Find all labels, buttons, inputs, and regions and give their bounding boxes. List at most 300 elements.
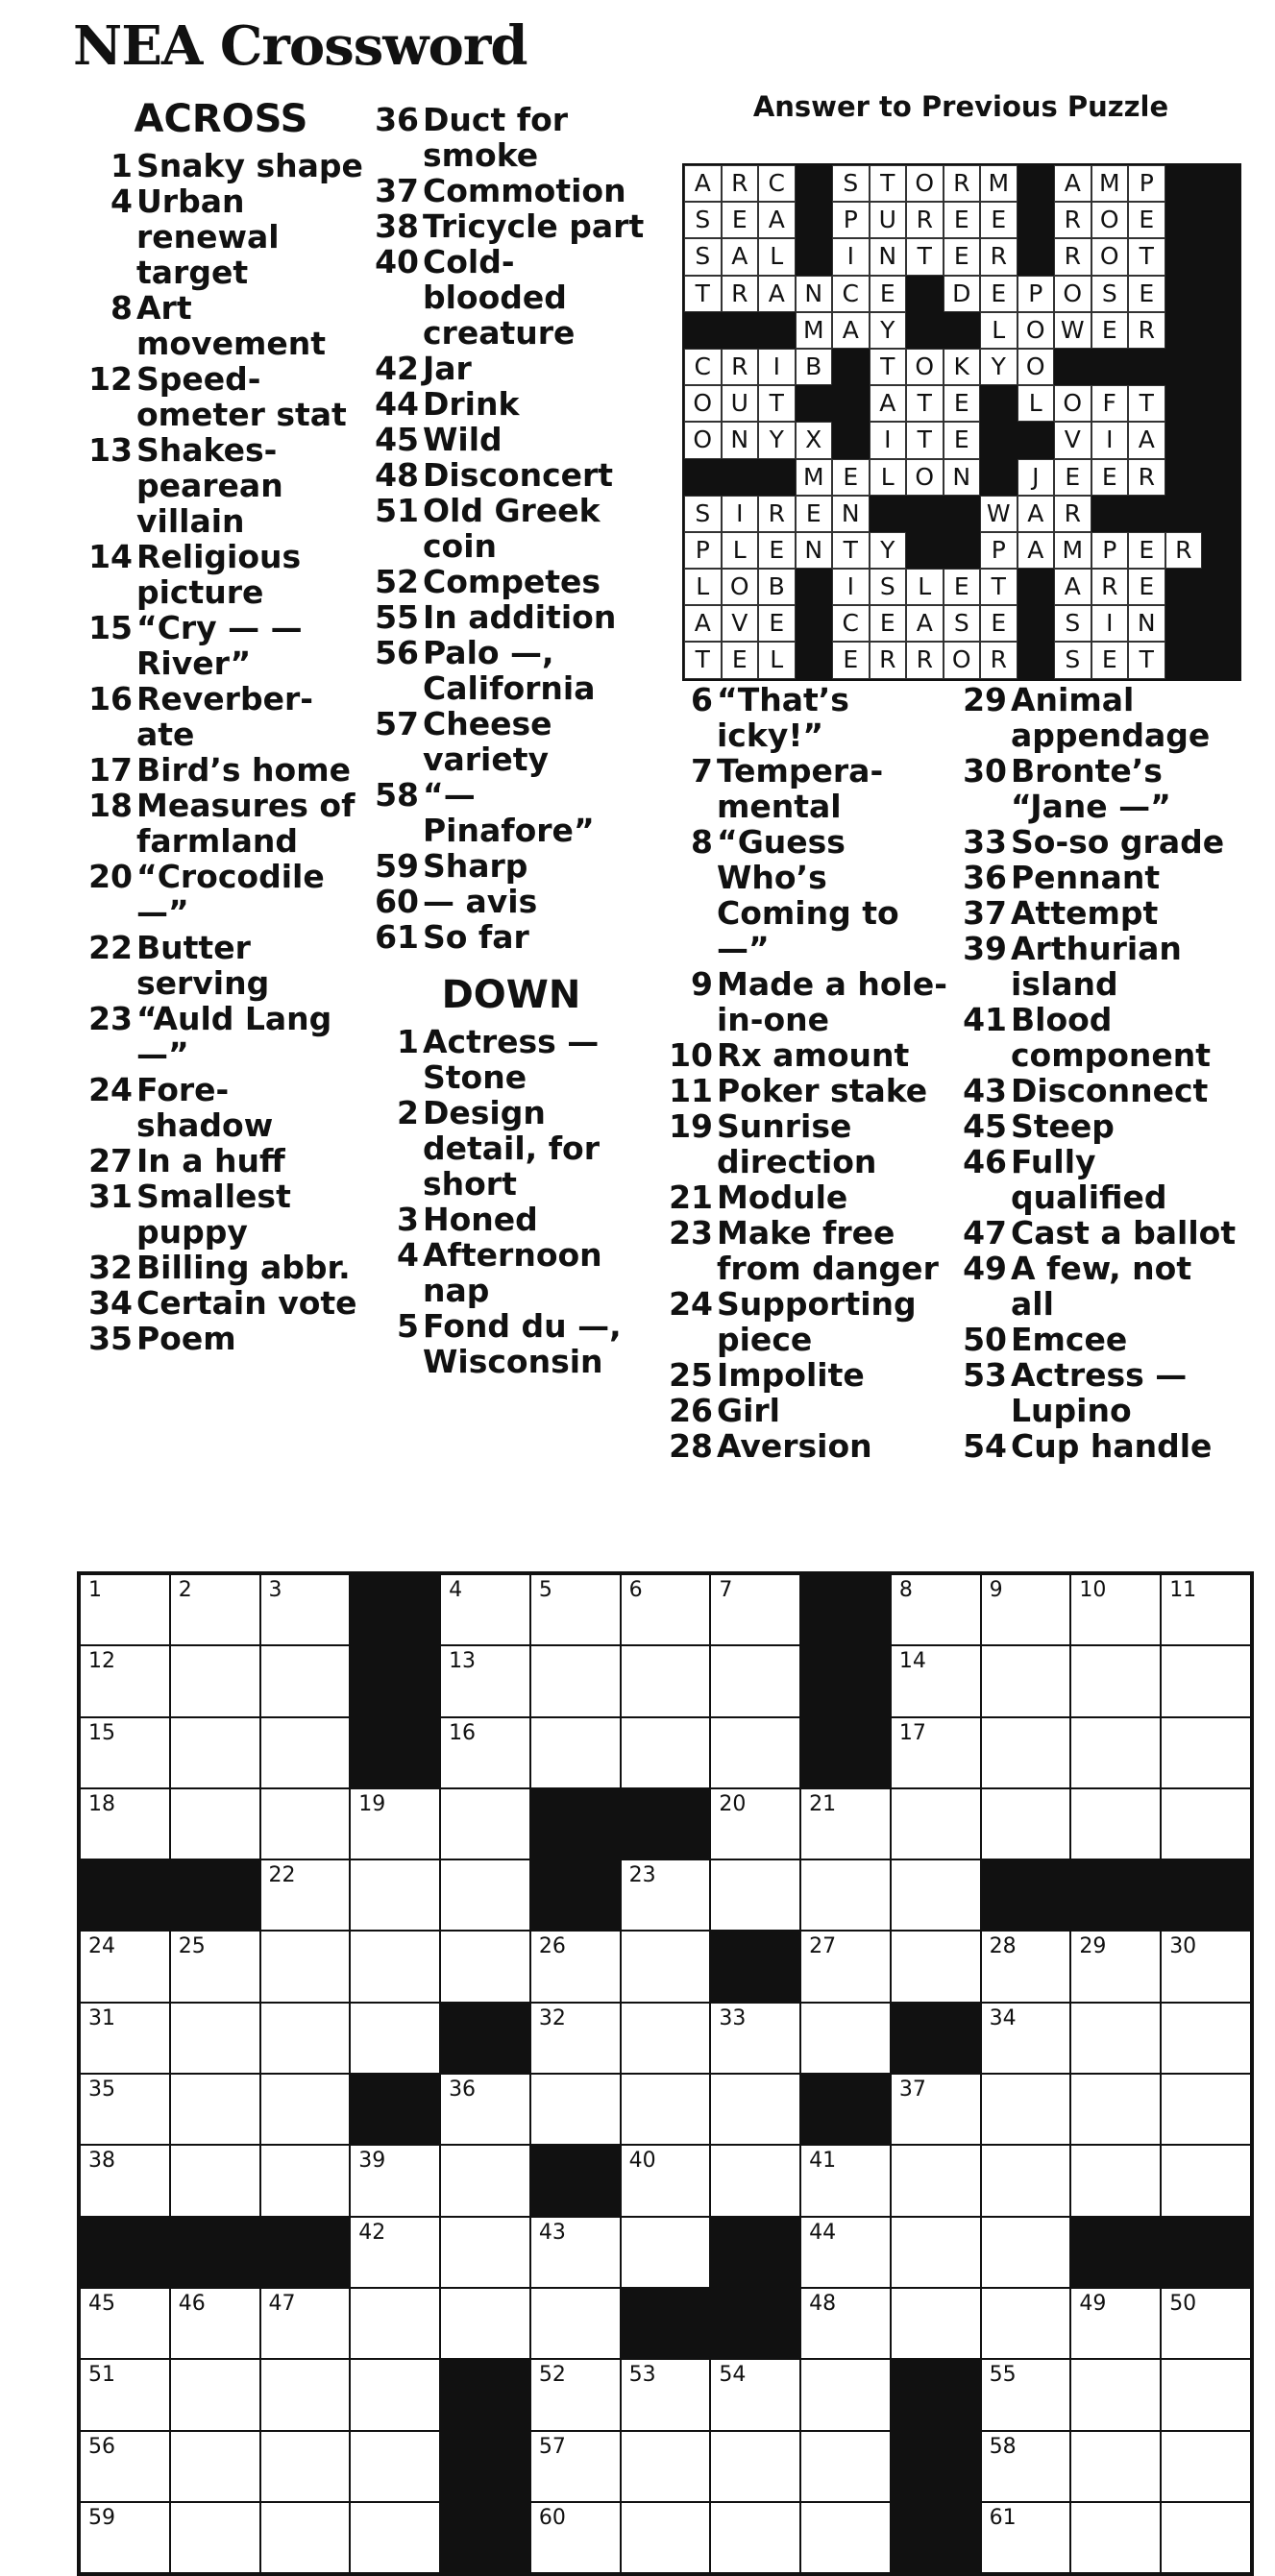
grid-entry-cell[interactable] [621, 2145, 711, 2216]
grid-entry-cell[interactable] [710, 2074, 800, 2145]
answer-letter-cell: A [1128, 422, 1165, 458]
clue-number: 38 [375, 207, 419, 245]
answer-block-cell [796, 642, 833, 678]
grid-entry-cell[interactable] [170, 2003, 260, 2074]
grid-entry-cell[interactable] [891, 2074, 981, 2145]
clue-item [367, 102, 655, 173]
grid-entry-cell[interactable] [891, 1931, 981, 2002]
grid-entry-cell[interactable] [1161, 1717, 1251, 1788]
cell-number: 49 [1079, 2291, 1107, 2316]
answer-letter-cell: T [906, 238, 944, 275]
answer-block-cell [796, 569, 833, 605]
grid-block-cell [710, 2288, 800, 2359]
grid-entry-cell[interactable] [350, 2003, 440, 2074]
grid-entry-cell[interactable] [891, 2217, 981, 2288]
clue-item [367, 457, 655, 493]
grid-entry-cell[interactable] [80, 1574, 170, 1645]
answer-letter-cell: E [758, 532, 796, 569]
grid-entry-cell[interactable] [1161, 2145, 1251, 2216]
clue-number: 19 [669, 1107, 713, 1145]
grid-entry-cell[interactable] [621, 1931, 711, 2002]
answer-letter-cell: A [906, 605, 944, 642]
grid-entry-cell[interactable] [1161, 2359, 1251, 2430]
grid-entry-cell[interactable] [260, 1574, 351, 1645]
grid-entry-cell[interactable] [440, 1788, 530, 1859]
grid-entry-cell[interactable] [260, 1788, 351, 1859]
answer-block-cell [980, 385, 1018, 422]
clue-text: Tricycle part [423, 207, 645, 245]
answer-block-cell [722, 459, 759, 496]
answer-block-cell [1165, 605, 1203, 642]
answer-letter-cell: R [944, 165, 981, 202]
grid-entry-cell[interactable] [981, 2359, 1071, 2430]
across-clue-list-2 [367, 102, 655, 955]
grid-entry-cell[interactable] [350, 1931, 440, 2002]
answer-letter-cell: T [870, 165, 907, 202]
answer-letter-cell: A [1018, 532, 1055, 569]
grid-entry-cell[interactable] [621, 2217, 711, 2288]
grid-entry-cell[interactable] [891, 2145, 981, 2216]
grid-entry-cell[interactable] [530, 1574, 621, 1645]
cell-number: 20 [719, 1791, 747, 1816]
grid-entry-cell[interactable] [260, 1931, 351, 2002]
answer-letter-cell: E [1128, 276, 1165, 312]
clue-item [77, 432, 365, 539]
clue-item [77, 183, 365, 290]
answer-letter-cell: U [870, 202, 907, 238]
clue-item [955, 753, 1243, 824]
grid-entry-cell[interactable] [621, 2359, 711, 2430]
clue-text: Sharp [423, 847, 528, 885]
answer-letter-cell: P [832, 202, 870, 238]
answer-block-cell [722, 312, 759, 349]
grid-entry-cell[interactable] [80, 1931, 170, 2002]
clue-number: 44 [375, 385, 419, 423]
answer-letter-cell: J [1018, 459, 1055, 496]
grid-entry-cell[interactable] [260, 2074, 351, 2145]
grid-entry-cell[interactable] [710, 1788, 800, 1859]
grid-entry-cell[interactable] [1070, 1574, 1161, 1645]
answer-letter-cell: T [1128, 385, 1165, 422]
grid-entry-cell[interactable] [981, 2502, 1071, 2573]
grid-entry-cell[interactable] [260, 1717, 351, 1788]
grid-entry-cell[interactable] [350, 2217, 440, 2288]
cell-number: 18 [88, 1791, 115, 1816]
clue-text: “That’s icky!” [717, 681, 849, 754]
clue-number: 32 [88, 1249, 133, 1286]
clue-number: 36 [963, 859, 1007, 896]
clue-item [955, 1073, 1243, 1108]
grid-entry-cell[interactable] [891, 1717, 981, 1788]
answer-block-cell [1202, 569, 1239, 605]
grid-entry-cell[interactable] [710, 2502, 800, 2573]
clue-number: 4 [397, 1236, 419, 1274]
clue-number: 24 [669, 1285, 713, 1323]
clue-item [77, 1001, 365, 1072]
grid-entry-cell[interactable] [800, 1859, 891, 1931]
clue-item [955, 1144, 1243, 1215]
answer-letter-cell: R [870, 642, 907, 678]
grid-entry-cell[interactable] [800, 2359, 891, 2430]
grid-entry-cell[interactable] [981, 2074, 1071, 2145]
clue-item [955, 1108, 1243, 1144]
clue-text: Module [717, 1179, 848, 1216]
grid-entry-cell[interactable] [530, 2003, 621, 2074]
grid-entry-cell[interactable] [981, 1574, 1071, 1645]
clue-text: Palo —, California [423, 634, 596, 707]
grid-entry-cell[interactable] [260, 2431, 351, 2502]
answer-block-cell [1202, 238, 1239, 275]
grid-entry-cell[interactable] [170, 2074, 260, 2145]
answer-letter-cell: N [870, 238, 907, 275]
answer-block-cell [944, 312, 981, 349]
clue-item [665, 1037, 953, 1073]
clue-number: 34 [88, 1284, 133, 1322]
grid-entry-cell[interactable] [800, 2217, 891, 2288]
grid-entry-cell[interactable] [1161, 1931, 1251, 2002]
answer-letter-cell: A [722, 238, 759, 275]
grid-entry-cell[interactable] [1070, 2145, 1161, 2216]
answer-letter-cell: R [1091, 569, 1129, 605]
answer-letter-cell: P [1018, 276, 1055, 312]
grid-entry-cell[interactable] [1070, 2431, 1161, 2502]
clue-item [77, 1072, 365, 1143]
cell-number: 33 [719, 2005, 747, 2030]
grid-entry-cell[interactable] [710, 2359, 800, 2430]
grid-entry-cell[interactable] [1070, 1931, 1161, 2002]
answer-block-cell [1054, 349, 1091, 385]
answer-letter-cell: X [796, 422, 833, 458]
cell-number: 24 [88, 1934, 115, 1959]
grid-entry-cell[interactable] [530, 1931, 621, 2002]
grid-entry-cell[interactable] [1070, 1717, 1161, 1788]
answer-block-cell [1018, 422, 1055, 458]
answer-letter-cell: S [684, 202, 722, 238]
clue-item [77, 930, 365, 1001]
grid-entry-cell[interactable] [530, 1717, 621, 1788]
grid-entry-cell[interactable] [891, 1574, 981, 1645]
answer-letter-cell: A [684, 165, 722, 202]
answer-letter-cell: P [1128, 165, 1165, 202]
grid-entry-cell[interactable] [1070, 2074, 1161, 2145]
grid-entry-cell[interactable] [981, 2003, 1071, 2074]
grid-entry-cell[interactable] [440, 1931, 530, 2002]
grid-entry-cell[interactable] [981, 2217, 1071, 2288]
clue-item [955, 895, 1243, 931]
grid-entry-cell[interactable] [170, 1574, 260, 1645]
grid-entry-cell[interactable] [800, 2003, 891, 2074]
clue-item [665, 682, 953, 753]
answer-block-cell [1202, 165, 1239, 202]
answer-letter-cell: C [758, 165, 796, 202]
grid-entry-cell[interactable] [170, 1717, 260, 1788]
grid-entry-cell[interactable] [710, 1717, 800, 1788]
clue-text: Smallest puppy [136, 1178, 291, 1251]
grid-entry-cell[interactable] [530, 2217, 621, 2288]
grid-entry-cell[interactable] [1070, 2288, 1161, 2359]
grid-entry-cell[interactable] [80, 1717, 170, 1788]
answer-letter-cell: E [944, 385, 981, 422]
grid-entry-cell[interactable] [260, 1859, 351, 1931]
answer-letter-cell: R [1128, 312, 1165, 349]
grid-entry-cell[interactable] [1161, 2003, 1251, 2074]
answer-block-cell [1202, 532, 1239, 569]
grid-entry-cell[interactable] [80, 2145, 170, 2216]
grid-entry-cell[interactable] [891, 1859, 981, 1931]
clue-number: 7 [691, 752, 713, 790]
grid-entry-cell[interactable] [981, 1717, 1071, 1788]
grid-entry-cell[interactable] [80, 2003, 170, 2074]
grid-entry-cell[interactable] [80, 1788, 170, 1859]
grid-entry-cell[interactable] [981, 1645, 1071, 1716]
grid-entry-cell[interactable] [260, 2359, 351, 2430]
clue-item [77, 681, 365, 752]
clue-number: 1 [110, 147, 133, 184]
grid-entry-cell[interactable] [1161, 1788, 1251, 1859]
grid-entry-cell[interactable] [530, 2074, 621, 2145]
grid-entry-cell[interactable] [350, 2431, 440, 2502]
answer-letter-cell: L [870, 459, 907, 496]
grid-entry-cell[interactable] [621, 2431, 711, 2502]
grid-entry-cell[interactable] [800, 2145, 891, 2216]
cell-number: 50 [1169, 2291, 1197, 2316]
clue-text: Commotion [423, 172, 626, 209]
clue-item [367, 706, 655, 777]
clue-text: Poem [136, 1320, 236, 1357]
grid-entry-cell[interactable] [621, 2003, 711, 2074]
grid-entry-cell[interactable] [350, 2359, 440, 2430]
grid-entry-cell[interactable] [621, 1717, 711, 1788]
cell-number: 43 [538, 2220, 566, 2245]
grid-entry-cell[interactable] [170, 2502, 260, 2573]
clue-text: Jar [423, 350, 472, 387]
grid-entry-cell[interactable] [800, 2288, 891, 2359]
grid-entry-cell[interactable] [710, 1645, 800, 1716]
cell-number: 26 [538, 1934, 566, 1959]
grid-entry-cell[interactable] [981, 2145, 1071, 2216]
grid-entry-cell[interactable] [800, 1931, 891, 2002]
grid-entry-cell[interactable] [260, 2288, 351, 2359]
clue-item [665, 824, 953, 966]
cell-number: 14 [898, 1649, 926, 1674]
grid-entry-cell[interactable] [621, 1574, 711, 1645]
grid-block-cell [891, 2431, 981, 2502]
clue-item [367, 173, 655, 208]
grid-entry-cell[interactable] [891, 1645, 981, 1716]
grid-entry-cell[interactable] [170, 1931, 260, 2002]
clue-number: 11 [669, 1072, 713, 1109]
grid-entry-cell[interactable] [1161, 1645, 1251, 1716]
grid-entry-cell[interactable] [530, 1645, 621, 1716]
grid-entry-cell[interactable] [621, 2502, 711, 2573]
grid-entry-cell[interactable] [260, 1645, 351, 1716]
clue-item [77, 1179, 365, 1250]
grid-entry-cell[interactable] [1161, 1574, 1251, 1645]
grid-entry-cell[interactable] [80, 2288, 170, 2359]
cell-number: 37 [898, 2078, 926, 2102]
clue-number: 50 [963, 1321, 1007, 1358]
cell-number: 31 [88, 2005, 115, 2030]
grid-block-cell [440, 2003, 530, 2074]
answer-letter-cell: O [906, 349, 944, 385]
grid-entry-cell[interactable] [710, 2145, 800, 2216]
grid-entry-cell[interactable] [530, 2359, 621, 2430]
grid-entry-cell[interactable] [710, 2431, 800, 2502]
grid-entry-cell[interactable] [350, 1788, 440, 1859]
answer-letter-cell: O [1018, 349, 1055, 385]
clue-number: 39 [963, 930, 1007, 967]
clue-number: 49 [963, 1250, 1007, 1287]
answer-letter-cell: R [906, 202, 944, 238]
clue-number: 20 [88, 858, 133, 895]
grid-entry-cell[interactable] [260, 2003, 351, 2074]
answer-letter-cell: D [944, 276, 981, 312]
grid-block-cell [80, 2217, 170, 2288]
grid-entry-cell[interactable] [1070, 1788, 1161, 1859]
grid-entry-cell[interactable] [440, 1574, 530, 1645]
grid-entry-cell[interactable] [440, 1717, 530, 1788]
grid-entry-cell[interactable] [440, 1859, 530, 1931]
grid-entry-cell[interactable] [440, 2145, 530, 2216]
grid-entry-cell[interactable] [891, 2288, 981, 2359]
clue-text: Butter serving [136, 929, 270, 1002]
clue-number: 29 [963, 681, 1007, 718]
grid-entry-cell[interactable] [621, 1645, 711, 1716]
grid-entry-cell[interactable] [80, 2074, 170, 2145]
answer-letter-cell: S [870, 569, 907, 605]
answer-letter-cell: E [944, 422, 981, 458]
grid-entry-cell[interactable] [170, 2431, 260, 2502]
grid-entry-cell[interactable] [80, 2502, 170, 2573]
grid-entry-cell[interactable] [981, 1931, 1071, 2002]
clue-text: Attempt [1011, 894, 1159, 932]
grid-entry-cell[interactable] [1070, 2003, 1161, 2074]
cell-number: 59 [88, 2505, 115, 2530]
grid-entry-cell[interactable] [440, 2288, 530, 2359]
clue-text: Impolite [717, 1356, 865, 1394]
clue-item [955, 1357, 1243, 1428]
grid-entry-cell[interactable] [981, 2288, 1071, 2359]
grid-entry-cell[interactable] [891, 1788, 981, 1859]
clue-item [367, 919, 655, 955]
clue-item [367, 422, 655, 457]
clue-item [367, 1202, 655, 1237]
grid-entry-cell[interactable] [350, 2145, 440, 2216]
answer-letter-cell: Y [758, 422, 796, 458]
clue-number: 45 [375, 421, 419, 458]
grid-entry-cell[interactable] [800, 1788, 891, 1859]
answer-letter-cell: E [944, 238, 981, 275]
answer-letter-cell: E [832, 642, 870, 678]
grid-entry-cell[interactable] [170, 1645, 260, 1716]
grid-entry-cell[interactable] [170, 2359, 260, 2430]
grid-block-cell [891, 2003, 981, 2074]
grid-entry-cell[interactable] [1070, 2502, 1161, 2573]
grid-entry-cell[interactable] [170, 1788, 260, 1859]
grid-block-cell [350, 1717, 440, 1788]
grid-entry-cell[interactable] [260, 2145, 351, 2216]
grid-entry-cell[interactable] [800, 2431, 891, 2502]
cell-number: 28 [989, 1934, 1017, 1959]
answer-block-cell [796, 202, 833, 238]
grid-entry-cell[interactable] [440, 1645, 530, 1716]
clue-item [367, 1308, 655, 1379]
grid-entry-cell[interactable] [1161, 2288, 1251, 2359]
clue-text: Poker stake [717, 1072, 928, 1109]
grid-entry-cell[interactable] [170, 2288, 260, 2359]
grid-entry-cell[interactable] [530, 2288, 621, 2359]
grid-entry-cell[interactable] [981, 2431, 1071, 2502]
grid-entry-cell[interactable] [1070, 1645, 1161, 1716]
grid-entry-cell[interactable] [1070, 2359, 1161, 2430]
answer-letter-cell: O [1018, 312, 1055, 349]
grid-entry-cell[interactable] [710, 1574, 800, 1645]
answer-block-cell [1202, 642, 1239, 678]
cell-number: 30 [1169, 1934, 1197, 1959]
answer-letter-cell: K [944, 349, 981, 385]
answer-letter-cell: F [1091, 385, 1129, 422]
answer-block-cell [1018, 165, 1055, 202]
grid-entry-cell[interactable] [260, 2502, 351, 2573]
clue-text: Disconnect [1011, 1072, 1209, 1109]
clue-text: Shakes-pearean villain [136, 431, 283, 540]
answer-block-cell [1202, 312, 1239, 349]
clue-text: Cup handle [1011, 1427, 1213, 1465]
answer-letter-cell: E [1128, 202, 1165, 238]
grid-entry-cell[interactable] [350, 2502, 440, 2573]
clue-number: 40 [375, 243, 419, 280]
grid-entry-cell[interactable] [440, 2217, 530, 2288]
grid-entry-cell[interactable] [710, 2003, 800, 2074]
grid-entry-cell[interactable] [621, 1859, 711, 1931]
cell-number: 51 [88, 2363, 115, 2388]
grid-entry-cell[interactable] [1161, 2431, 1251, 2502]
answer-block-cell [1165, 276, 1203, 312]
grid-entry-cell[interactable] [350, 2288, 440, 2359]
clue-number: 53 [963, 1356, 1007, 1394]
grid-entry-cell[interactable] [530, 2431, 621, 2502]
clue-item [665, 1428, 953, 1464]
answer-block-cell [832, 422, 870, 458]
answer-letter-cell: A [1054, 569, 1091, 605]
grid-entry-cell[interactable] [981, 1788, 1071, 1859]
answer-letter-cell: E [1091, 642, 1129, 678]
grid-entry-cell[interactable] [710, 1859, 800, 1931]
grid-entry-cell[interactable] [530, 2502, 621, 2573]
grid-entry-cell[interactable] [621, 2074, 711, 2145]
clue-number: 23 [669, 1214, 713, 1252]
clue-number: 48 [375, 456, 419, 494]
answer-letter-cell: L [758, 238, 796, 275]
grid-entry-cell[interactable] [170, 2145, 260, 2216]
grid-entry-cell[interactable] [80, 2431, 170, 2502]
clue-number: 6 [691, 681, 713, 718]
grid-entry-cell[interactable] [440, 2074, 530, 2145]
grid-entry-cell[interactable] [350, 1859, 440, 1931]
answer-block-cell [906, 496, 944, 532]
answer-letter-cell: A [1018, 496, 1055, 532]
clue-number: 5 [397, 1307, 419, 1345]
grid-entry-cell[interactable] [80, 2359, 170, 2430]
grid-entry-cell[interactable] [1161, 2074, 1251, 2145]
grid-block-cell [440, 2359, 530, 2430]
grid-entry-cell[interactable] [80, 1645, 170, 1716]
answer-letter-cell: M [1091, 165, 1129, 202]
answer-letter-cell: W [980, 496, 1018, 532]
grid-entry-cell[interactable] [800, 2502, 891, 2573]
clue-number: 1 [397, 1023, 419, 1060]
grid-entry-cell[interactable] [1161, 2502, 1251, 2573]
